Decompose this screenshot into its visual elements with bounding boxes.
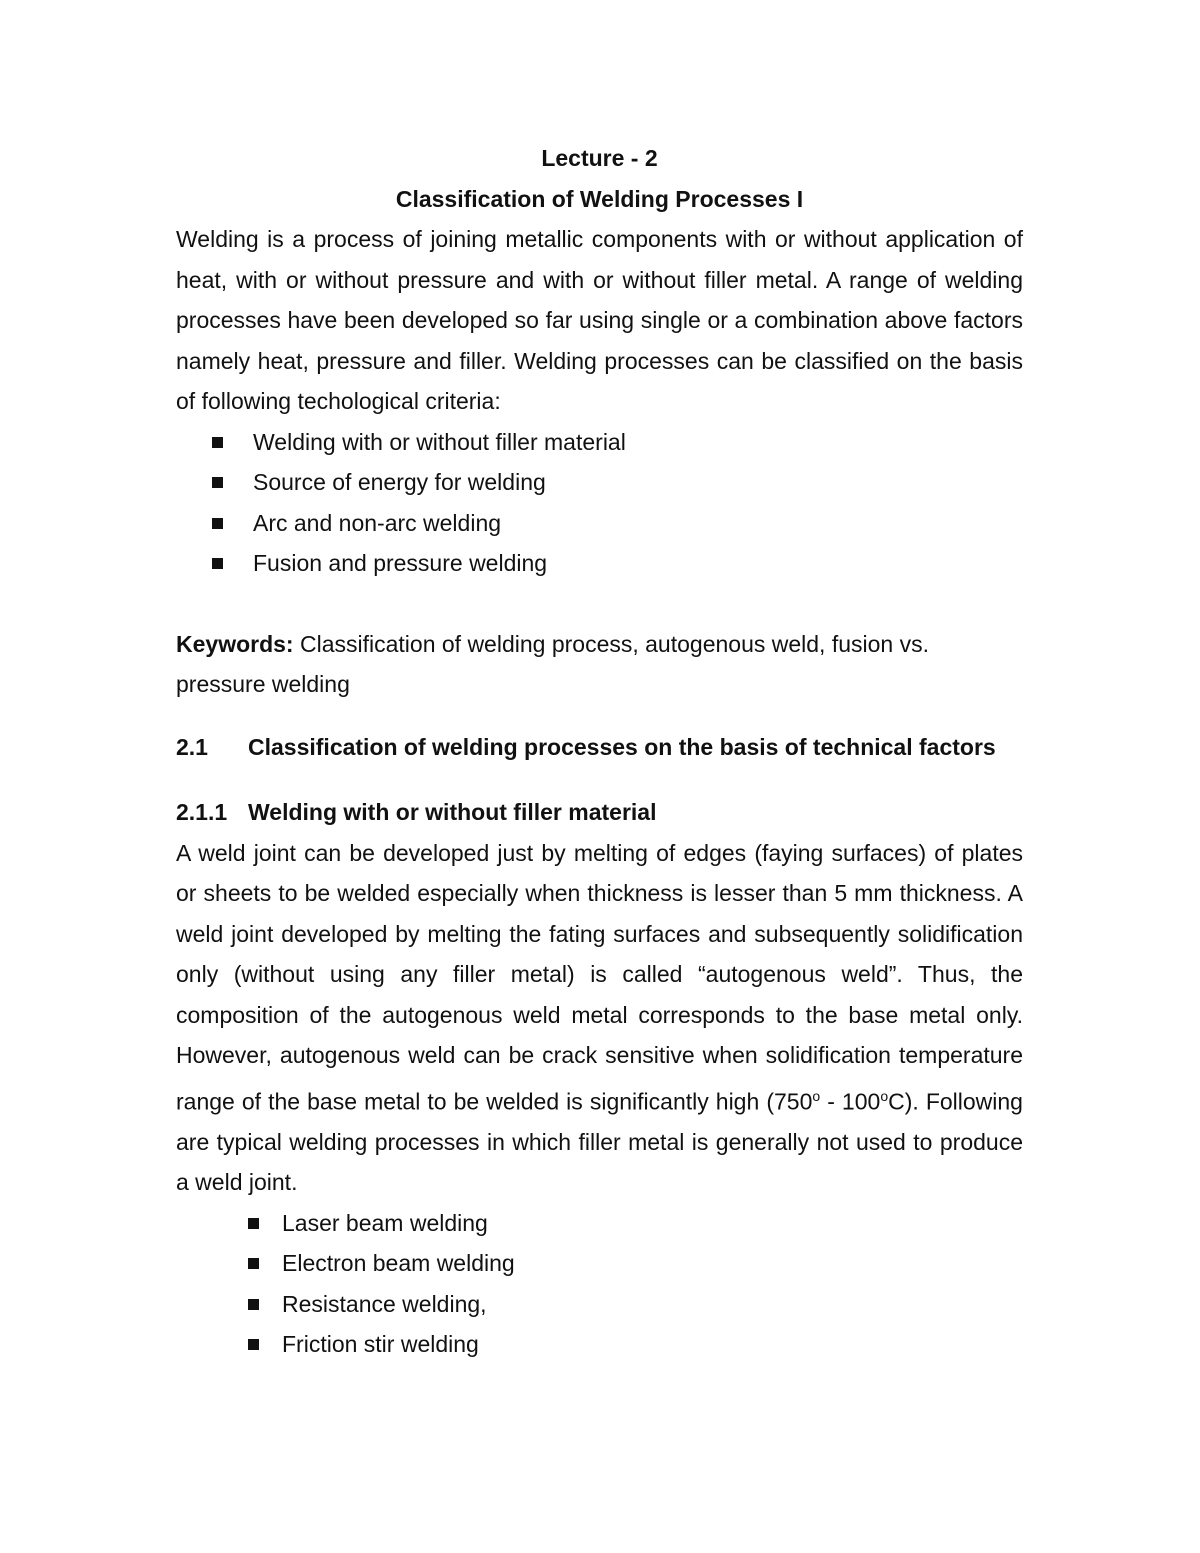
section-title: Classification of welding processes on the basis of technical factors	[248, 733, 996, 760]
list-item	[176, 1324, 1023, 1365]
square-bullet-icon	[248, 1299, 259, 1310]
section-heading-2-1	[176, 727, 1023, 768]
list-item	[176, 1203, 1023, 1244]
document-content	[176, 138, 1023, 1365]
square-bullet-icon	[212, 437, 223, 448]
document-subtitle: Classification of Welding Processes I	[395, 185, 804, 212]
list-item-label: Resistance welding,	[282, 1290, 487, 1317]
list-item-label: Laser beam welding	[282, 1209, 488, 1236]
list-item-label: Welding with or without filler material	[253, 428, 626, 455]
section-number: 2.1	[176, 733, 208, 760]
list-item-label: Source of energy for welding	[253, 469, 546, 495]
square-bullet-icon	[248, 1258, 259, 1269]
square-bullet-icon	[212, 477, 223, 488]
subsection-number: 2.1.1	[176, 799, 228, 825]
list-item	[176, 1284, 1023, 1325]
autogenous-weld-paragraph	[176, 833, 1023, 1203]
list-item-label: Friction stir welding	[282, 1331, 479, 1358]
criteria-list	[176, 422, 1023, 584]
spacer	[176, 705, 1023, 727]
section-heading-2-1-1	[176, 792, 1023, 833]
keywords-label: Keywords:	[176, 630, 294, 657]
processes-list	[176, 1203, 1023, 1365]
list-item	[176, 1243, 1023, 1284]
paragraph-text: - 100	[820, 1088, 881, 1115]
degree-superscript: o	[880, 1087, 889, 1104]
list-item	[176, 462, 1023, 503]
intro-paragraph: Welding is a process of joining metallic components with or without application of heat, with or without pressure and with or without filler metal. A range of welding processes have been developed so far using single or a combination above factors namely heat, pressure and filler. Welding processes can be classified on the basis of following techological criteria:	[176, 226, 1023, 414]
degree-superscript: o	[812, 1087, 821, 1104]
square-bullet-icon	[212, 518, 223, 529]
spacer	[176, 767, 1023, 792]
lecture-title: Lecture - 2	[541, 145, 658, 171]
paragraph-text: C). Following are typical welding processes in which filler metal is generally not used to produce a weld joint.	[176, 1088, 1023, 1196]
list-item	[176, 503, 1023, 544]
list-item-label: Electron beam welding	[282, 1250, 515, 1277]
subsection-title: Welding with or without filler material	[248, 799, 657, 825]
keywords-text: Classification of welding process, autogenous weld, fusion vs. pressure welding	[176, 630, 929, 697]
list-item	[176, 422, 1023, 463]
list-item-label: Arc and non-arc welding	[253, 509, 502, 536]
square-bullet-icon	[212, 558, 223, 569]
square-bullet-icon	[248, 1218, 259, 1229]
spacer	[176, 584, 1023, 624]
list-item	[176, 543, 1023, 584]
square-bullet-icon	[248, 1339, 259, 1350]
paragraph-text: A weld joint can be developed just by melting of edges (faying surfaces) of plates or sheets to be welded especially when thickness is lesser than 5 mm thickness. A weld joint developed by melting the fating surfaces and subsequently solidification only (without using any filler metal) is called “autogenous weld”. Thus, the composition of the autogenous weld metal corresponds to the base metal only. However, autogenous weld can be crack sensitive when solidification temperature range of the base metal to be welded is significantly high (750	[176, 839, 1023, 1115]
keywords-paragraph	[176, 624, 1023, 705]
list-item-label: Fusion and pressure welding	[253, 550, 548, 576]
